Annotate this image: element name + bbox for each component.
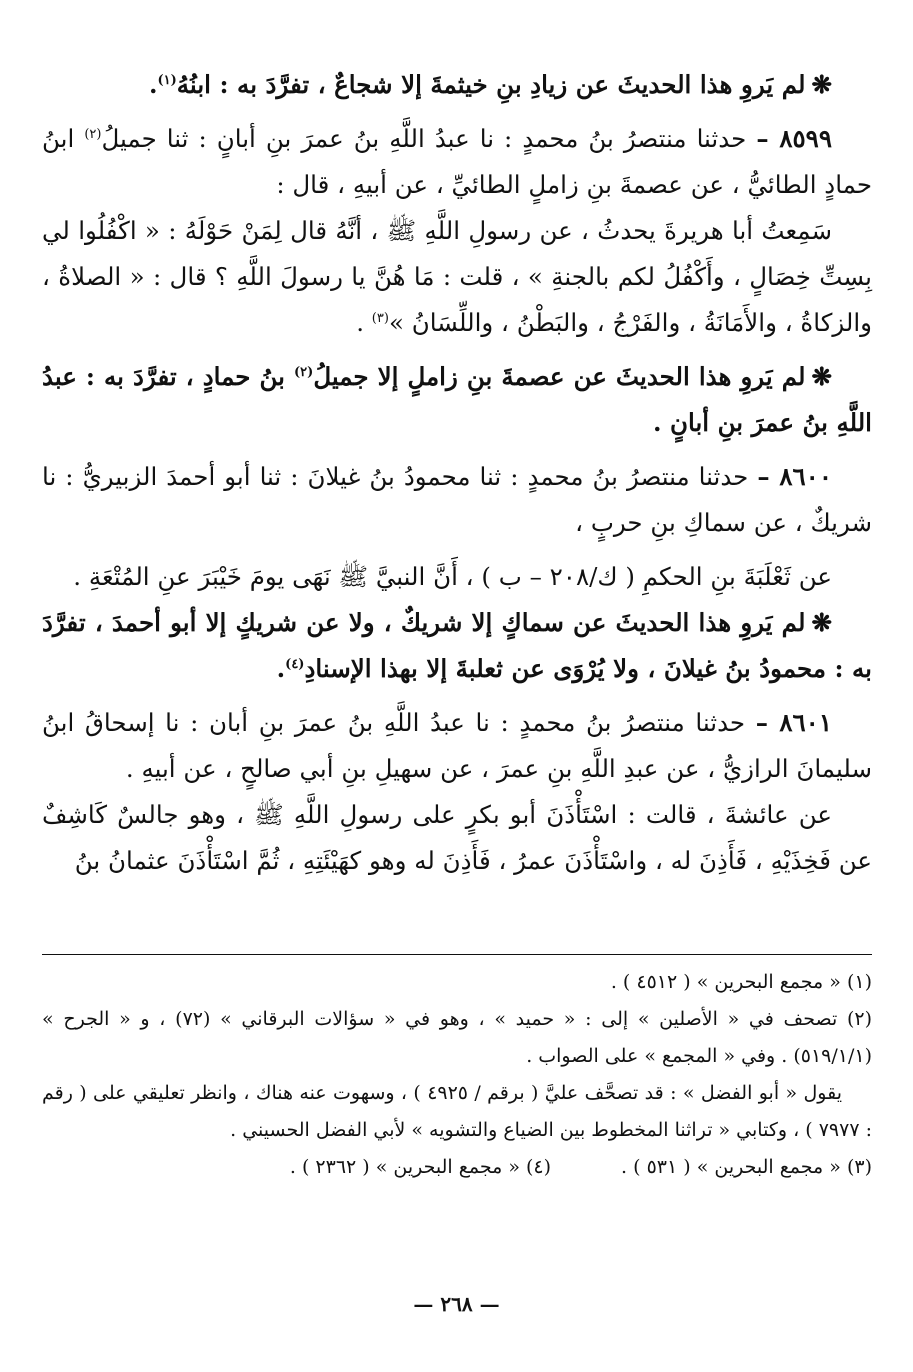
hadith-matn: عن ثَعْلَبَةَ بنِ الحكمِ ( ك/٢٠٨ – ب ) ، أَنَّ النبيَّ ﷺ نَهَى يومَ خَيْبَرَ عنِ المُتْعَةِ . (73, 562, 832, 591)
footnote-4: (٤) « مجمع البحرين » ( ٢٣٦٢ ) . (289, 1156, 552, 1178)
footnote-1: (١) « مجمع البحرين » ( ٤٥١٢ ) . (610, 971, 872, 993)
footnote-2: (٢) تصحف في « الأصلين » إلى : « حميد » ، وهو في « سؤالات البرقاني » (٧٢) ، و « الجرح » (٥١٩/١/١) . وفي « المجمع » على الصواب . (42, 1008, 872, 1067)
hadith-isnad-line: ابنُ حمادٍ الطائيُّ ، عن عصمةَ بنِ زاملٍ الطائيِّ ، عن أبيهِ ، قال : (42, 124, 872, 199)
hadith-number: ٨٦٠٠ – (757, 462, 832, 491)
hadith-8599-text (42, 208, 872, 346)
hadith-isnad-line: حدثنا منتصرُ بنُ محمدٍ : ثنا محمودُ بنُ غيلانَ : ثنا أبو أحمدَ الزبيريُّ : نا شريكٌ ، عن سماكِ بنِ حربٍ ، (42, 462, 872, 537)
commentary-text: لم يَروِ هذا الحديثَ عن زيادِ بنِ خيثمةَ إلا شجاعٌ ، تفرَّدَ به : ابنُهُ (176, 70, 806, 99)
hadith-number: ٨٥٩٩ – (756, 124, 832, 153)
main-text (42, 62, 872, 884)
commentary-paragraph (42, 600, 872, 692)
hadith-8600-isnad (42, 454, 872, 546)
commentary-text: بنُ حمادٍ ، تفرَّدَ به : عبدُ اللَّهِ بنُ عمرَ بنِ أبانٍ . (42, 362, 872, 437)
footnote-row (42, 1149, 872, 1186)
footnote-ref: (١) (157, 72, 177, 88)
footnotes (42, 964, 872, 1186)
footnote-divider (42, 954, 872, 955)
footnote-ref: (٤) (285, 656, 305, 672)
commentary-paragraph (42, 354, 872, 446)
footnote-ref: (٢) (294, 364, 314, 380)
hadith-end: . (356, 308, 364, 337)
hadith-number: ٨٦٠١ – (755, 708, 832, 737)
commentary-end: . (276, 654, 286, 683)
footnote-ref: (٣) (371, 310, 389, 326)
hadith-isnad-line: حدثنا منتصرُ بنُ محمدٍ : نا عبدُ اللَّهِ بنُ عمرَ بنِ أبانٍ : ثنا جميلُ (101, 124, 747, 153)
star-icon: ❋ (811, 70, 832, 99)
commentary-end: . (148, 70, 158, 99)
commentary-paragraph (42, 62, 872, 108)
page-number: — ٢٦٨ — (413, 1292, 500, 1316)
hadith-8599-isnad (42, 116, 872, 208)
star-icon: ❋ (811, 608, 832, 637)
hadith-matn: سَمِعتُ أبا هريرةَ يحدثُ ، عن رسولِ اللَّهِ ﷺ ، أنَّهُ قال لِمَنْ حَوْلَهُ : « اكْفُلُوا لي بِسِتِّ خِصَالٍ ، وأَكْفُلُ لكم بالجنةِ » ، قلت : مَا هُنَّ يا رسولَ اللَّهِ ؟ قال : « الصلاةُ ، والزكاةُ ، والأَمَانَةُ ، والفَرْجُ ، والبَطْنُ ، واللِّسَانُ » (42, 216, 872, 337)
hadith-matn: عن عائشةَ ، قالت : اسْتَأْذَنَ أبو بكرٍ على رسولِ اللَّهِ ﷺ ، وهو جالسٌ كَاشِفٌ عن فَخِذَيْهِ ، فَأَذِنَ له ، واسْتَأْذَنَ عمرُ ، فَأَذِنَ له وهو كهَيْئَتِهِ ، ثُمَّ اسْتَأْذَنَ عثمانُ بنُ (42, 800, 872, 875)
star-icon: ❋ (811, 362, 833, 391)
hadith-8600-text (42, 554, 872, 600)
commentary-text: لم يَروِ هذا الحديثَ عن عصمةَ بنِ زاملٍ إلا جميلُ (313, 362, 806, 391)
hadith-isnad-line: حدثنا منتصرُ بنُ محمدٍ : نا عبدُ اللَّهِ بنُ عمرَ بنِ أبان : نا إسحاقُ ابنُ سليمانَ الرازيُّ ، عن عبدِ اللَّهِ بنِ عمرَ ، عن سهيلِ بنِ أبي صالحٍ ، عن أبيهِ . (42, 708, 872, 783)
footnote-3: (٣) « مجمع البحرين » ( ٥٣١ ) . (621, 1156, 872, 1178)
commentary-text: لم يَروِ هذا الحديثَ عن سماكٍ إلا شريكٌ ، ولا عن شريكٍ إلا أبو أحمدَ ، تفرَّدَ به : محمودُ بنُ غيلانَ ، ولا يُرْوَى عن ثعلبةَ إلا بهذا الإسنادِ (42, 608, 872, 683)
hadith-8601-text (42, 792, 872, 884)
hadith-8601-isnad (42, 700, 872, 792)
footnote-ref: (٢) (84, 126, 102, 142)
footnote-2-comment: يقول « أبو الفضل » : قد تصحَّف عليَّ ( برقم / ٤٩٢٥ ) ، وسهوت عنه هناك ، وانظر تعليقي على ( رقم : ٧٩٧٧ ) ، وكتابي « تراثنا المخطوط بين الضياع والتشويه » لأبي الفضل الحسيني . (42, 1082, 872, 1141)
